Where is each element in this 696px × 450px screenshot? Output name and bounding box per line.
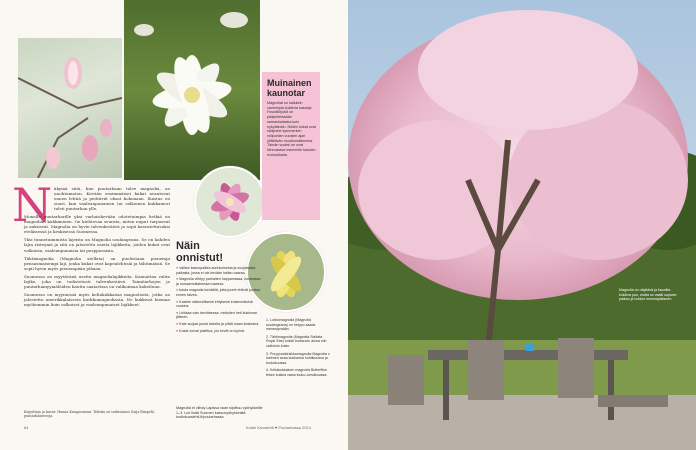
bullet-icon: ● [176,266,180,270]
bullet-icon: ● [176,321,180,326]
article-body [54,186,170,214]
photo-white-star-magnolia [124,0,260,180]
sidebar-body: Magnoliat on kaikkein vanhimpia kukkivia kasveja. Fossiililöydöt on pääpiirteissään samankaltaisia kuin nykyäänkin. Niiden kukat ovat säilyneet kymmenien miljoonien vuosien ajan yllättävän muuttumattomina. Tämän vuoksi ne ovat kiinnostava esimerkki kasvien evoluutiosta. [267,101,316,157]
photo-pink-buds-image [18,38,122,178]
tips-item: ● Kastele säännöllisesti erityisesti ensimmäisinä vuosina. [176,299,253,309]
tips-item: ● Kukat voivat paleltua, jos kevät on kylmä. [176,328,245,333]
tree-photo-caption: Magnolia on näyttävä ja kauniita kukkiva puu, mutta se vaatii sopivan paikan ja hoidon menestyäkseen. [619,288,677,302]
photo-pink-buds [18,38,122,178]
photo-circle-pink-magnolia [194,166,266,238]
legend-item: 4. Keltakukkainen magnolia Butterflies tekee kukkia vasta touko–kesäkuussa. [266,368,328,377]
magnolia-tree-photo [348,0,696,450]
legend-item: 3. Purppurakirsikkamagnolia Magnolia x loebneri avaa kukkansa huhtikuussa ja toukokuussa. [266,351,330,365]
article-paragraph: Yksi tunnetuimmista lajeista on Magnolia soulangeana. Se on kahden lajin risteymä ja sitä on jalostettu useita lajikkeita, joiden kukat ovat valkoisia, vaaleanpunaisia tai purppuraisia. [24,237,170,253]
photo-white-flower-image [124,0,260,180]
sidebar-title: Muinainen kaunotar [267,78,312,98]
article-paragraph: äkymä siitä, kun puutarhaan tulee magnolia, on unohtumaton. Kevään ensimmäiset kukat avautuvat ennen lehtiä ja peittävät oksat kokonaan. Ihastus on suuri, kun vaaleanpunainen tai valkoinen kukkameri tulvii puutarhan ylle. [54,186,170,212]
tips-credit: Magnolia ei viihdy Lapissa vaan sijoittuu vyöhykkeille 1–3. Lue lisää Suomen kasvuvyöhykkeistä kodinkuvalehti.fi/puutarhassa [176,406,263,420]
tips-item: ● Leikkaa vain tarvittaessa, mieluiten heti kukinnan jälkeen. [176,310,258,320]
sidebar-box [262,72,320,220]
photo-legend [266,318,332,381]
tips-item: ● Istuta magnolia keväällä, jotta juuret ehtivät juurtua ennen talvea. [176,288,261,297]
page-number-left: 64 [24,425,29,430]
tips-title: Näin onnistut! [176,240,224,264]
legend-item: 1. Loistomagnolia (Magnolia soulangeana) on helppo saada menestymään. [266,318,316,332]
article-paragraph: Monelle puutarharille yksi varhaiskevään odotetuimpia hetkiä on magnolian kukkiminen. On kiehtovaa seurata, miten nuput turpoavat ja aukeavat. Magnolia on hyvin talvenkestävä ja sopii kasvatettavaksi eteläisessä ja keskisessä Suomessa. [24,214,170,235]
tips-item: ● Magnolia viihtyy parhaiten happamassa, kosteassa ja runsasmultaisessa maassa. [176,277,261,286]
article-paragraph: Suomessa on myynnissä myös keltakukkaisia magnolioita, jotka on jalostettu amerikkalaisesta kurkkumagnoliasta. Ne kukkivat hieman myöhemmin kuin valkoiset ja vaaleanpunaiset lajikkeet. [24,292,170,308]
tips-item: ● Valitse kasvupaikka aurinkoisesta ja suojaisasta paikasta, jossa ei ole kevään hallan vaaraa. [176,266,256,275]
article-paragraph: Suomessa on myytävänä useita magnolialajikkeita. Kannattaa valita lajike, joka on todistetusti talvenkestävä. Taimitarhojen ja puutarhamyymälöiden kautta saatavissa on valikoimaa kokeiluun. [24,273,170,290]
bullet-icon: ● [176,277,180,282]
article-paragraph: Tähtimagnolia (Magnolia stellata) on puolestaan pienempi pensasmaisempi laji, jonka kukat ovat kapealehtisiä ja tähtimäisiä. Se sopii hyvin myös pienempään pihaan. [24,255,170,271]
bullet-icon: ● [176,299,180,304]
article-body-continued [24,214,170,311]
article-credit: Kirjoittaja ja kuvat: Hanna Kangasniemi. Tekstin on tarkistanut Saija Rimpelä, puutarhaneuvoja. [24,410,156,419]
bullet-icon: ● [176,310,180,315]
bullet-icon: ● [176,288,180,293]
bullet-icon: ● [176,328,180,333]
tips-item: ● Kate suojaa juuria talvella ja pitää maan kosteana. [176,321,260,326]
publication-footer: Kodin Kuvalehti ♥ Puutarhassa 2014 [246,425,311,430]
right-page-photo [348,0,696,450]
drop-cap: N [12,178,53,232]
legend-item: 2. Tähtimagnolia (Magnolia Stellata Royal Star) kukkii tuoksuvin aluna niin valkoisin kukin. [266,334,327,348]
tips-list [176,266,262,335]
circle-pink-flower-image [196,168,264,236]
